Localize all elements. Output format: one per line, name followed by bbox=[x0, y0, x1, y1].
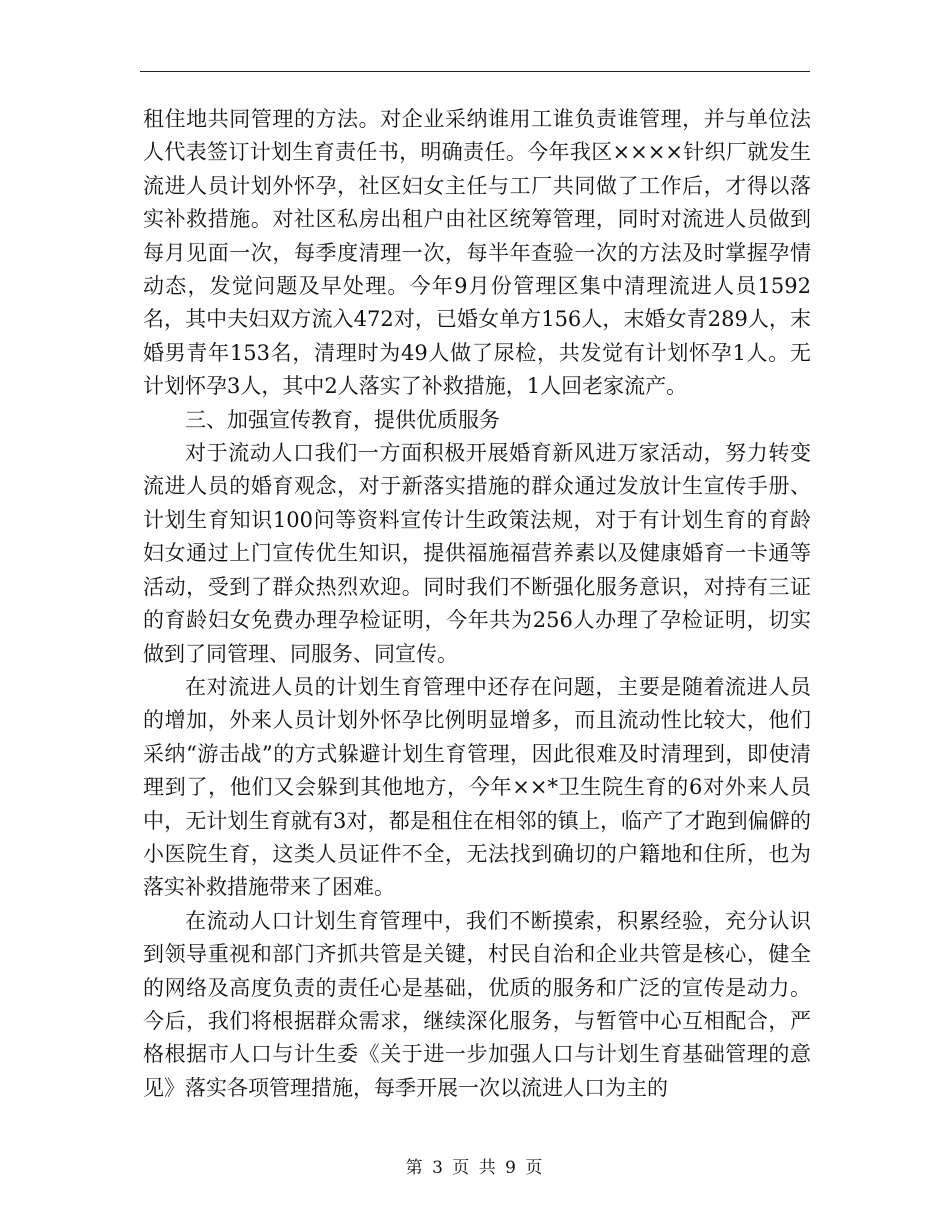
page-number: 第 3 页 共 9 页 bbox=[405, 1158, 545, 1178]
paragraph-2: 对于流动人口我们一方面积极开展婚育新风进万家活动，努力转变流进人员的婚育观念，对于新落实措施的群众通过发放计生宣传手册、计划生育知识100问等资料宣传计生政策法规，对于有计划生育的育龄妇女通过上门宣传优生知识，提供福施福营养素以及健康婚育一卡通等活动，受到了群众热烈欢迎。同时我们不断强化服务意识，对持有三证的育龄妇女免费办理孕检证明，今年共为256人办理了孕检证明，切实做到了同管理、同服务、同宣传。 bbox=[143, 441, 811, 666]
paragraph-4: 在流动人口计划生育管理中，我们不断摸索，积累经验，充分认识到领导重视和部门齐抓共管是关键，村民自治和企业共管是核心，健全的网络及高度负责的责任心是基础，优质的服务和广泛的宣传是动力。今后，我们将根据群众需求，继续深化服务，与暂管中心互相配合，严格根据市人口与计生委《关于进一步加强人口与计划生育基础管理的意见》落实各项管理措施，每季开展一次以流进人口为主的 bbox=[143, 908, 811, 1100]
paragraph-3: 在对流进人员的计划生育管理中还存在问题，主要是随着流进人员的增加，外来人员计划外怀孕比例明显增多，而且流动性比较大，他们采纳“游击战”的方式躲避计划生育管理，因此很难及时清理到，即使清理到了，他们又会躲到其他地方，今年××*卫生院生育的6对外来人员中，无计划生育就有3对，都是租住在相邻的镇上，临产了才跑到偏僻的小医院生育，这类人员证件不全，无法找到确切的户籍地和住所，也为落实补救措施带来了困难。 bbox=[143, 674, 811, 900]
section-heading-3: 三、加强宣传教育，提供优质服务 bbox=[185, 407, 500, 432]
paragraph-1: 租住地共同管理的方法。对企业采纳谁用工谁负责谁管理，并与单位法人代表签订计划生育责任书，明确责任。今年我区××××针织厂就发生流进人员计划外怀孕，社区妇女主任与工厂共同做了工作后，才得以落实补救措施。对社区私房出租户由社区统筹管理，同时对流进人员做到每月见面一次，每季度清理一次，每半年查验一次的方法及时掌握孕情动态，发觉问题及早处理。今年9月份管理区集中清理流进人员1592名，其中夫妇双方流入472对，已婚女单方156人，末婚女青289人，末婚男青年153名，清理时为49人做了尿检，共发觉有计划怀孕1人。无计划怀孕3人，其中2人落实了补救措施，1人回老家流产。 bbox=[143, 107, 811, 399]
header-rule bbox=[140, 71, 810, 72]
document-body bbox=[143, 103, 811, 1105]
